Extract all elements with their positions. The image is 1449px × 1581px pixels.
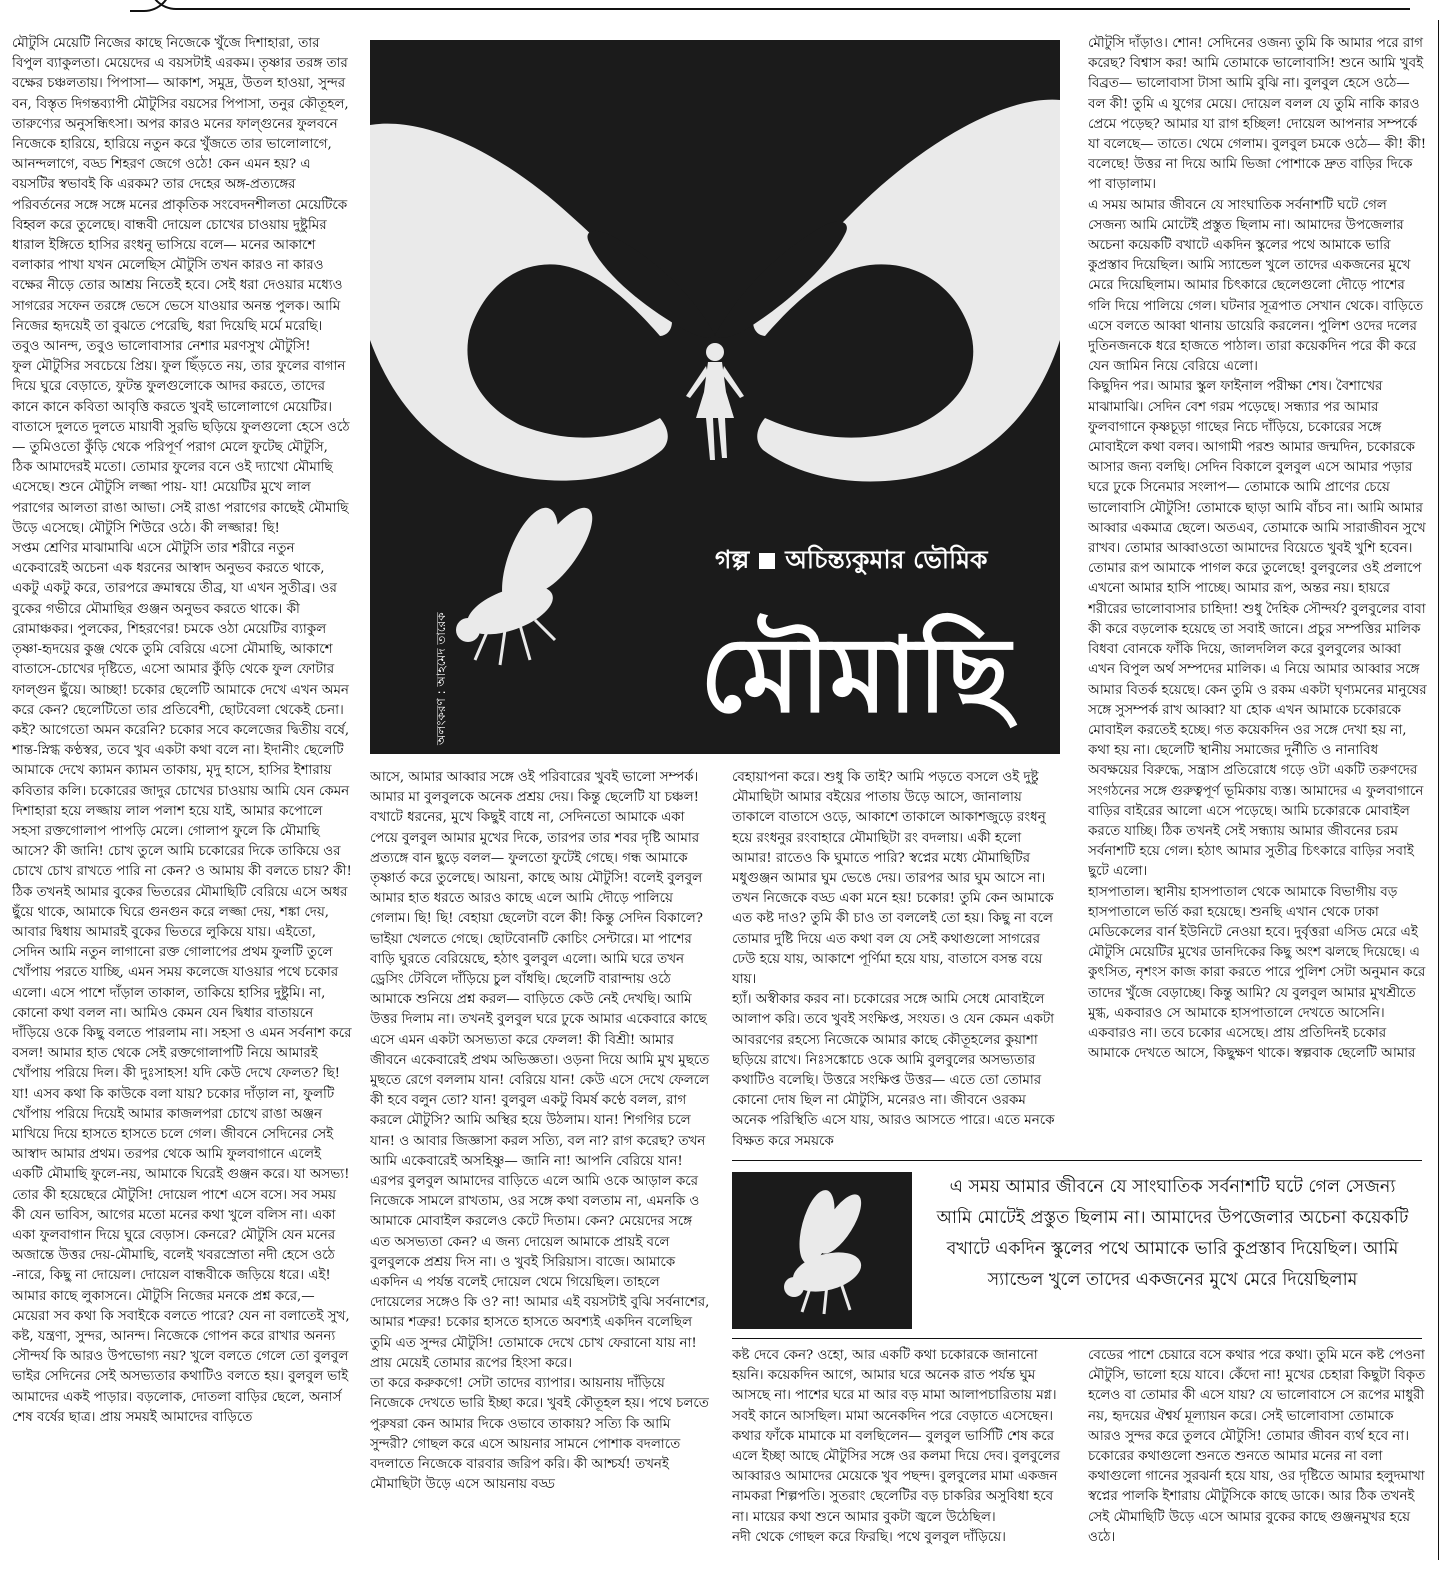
- illustration-credit: অলংকরণ : আহমেদ তারেক: [434, 612, 448, 745]
- pull-quote-bee-image: [732, 1172, 912, 1329]
- column-4-paragraph: কিছুদিন পর। আমার স্কুল ফাইনাল পরীক্ষা শেষ। বৈশাখের মাঝামাঝি। সেদিন বেশ গরম পড়েছে। সন্ধ্যার পর আমার ফুলবাগানে কৃষ্ণচূড়া গাছের নিচে দাঁড়িয়ে, চকোরের সঙ্গে মোবাইলে কথা বলব। আগামী পরশু আমার জন্মদিন, চকোরকে আসার জন্য বলছি। সেদিন বিকালে বুলবুল এসে আমার পড়ার ঘরে ঢুকে সিনেমার সংলাপ— তোমাকে আমি প্রাণের চেয়ে ভালোবাসি মৌটুসি! তোমাকে ছাড়া আমি বাঁচব না। আমি আমার আব্বার একমাত্র ছেলে। অতএব, তোমাকে আমি সারাজীবন সুখে রাখব। তোমার আব্বাওতো আমাদের বিয়েতে খুবই খুশি হবেন। তোমার রূপ আমাকে পাগল করে তুলেছে! বুলবুলের ওই প্রলাপে এখনো আমার হাসি পাচ্ছে। আমার রূপ, অন্তর নয়। হায়রে শরীরের ভালোবাসার চাহিদা! শুধু দৈহিক সৌন্দর্য? বুলবুলের বাবা কী করে বড়লোক হয়েছে তা সবাই জানে। প্রচুর সম্পত্তির মালিক বিধবা বোনকে ফাঁকি দিয়ে, জালদলিল করে বুলবুলের আব্বা এখন বিপুল অর্থ সম্পদের মালিক। এ নিয়ে আমার আব্বার সঙ্গে আমার বিতর্ক হয়েছে। কেন তুমি ও রকম একটা ঘৃণ্যমনের মানুষের সঙ্গে সুসম্পর্ক রাখ আব্বা? যা হোক এখন আমাকে চকোরকে মোবাইল করতেই হচ্ছে। গত কয়েকদিন ওর সঙ্গে দেখা হয় না, কথা হয় না। ছেলেটি স্থানীয় সমাজের দুর্নীতি ও নানাবিধ অবক্ষয়ের বিরুদ্ধে, সন্ত্রাস প্রতিরোধে গড়ে ওটা একটি তরুণদের সংগঠনের সঙ্গে গুরুত্বপূর্ণ ভূমিকায় ব্যস্ত। আমাদের এ ফুলবাগানে বাড়ির বাইরের আলো এসে পড়েছে। আমি চকোরকে মোবাইল করতে যাচ্ছি। ঠিক তখনই সেই সন্ধ্যায় আমার জীবনের চরম সর্বনাশটি হয়ে গেল। হঠাৎ আমার সুতীব্র চিৎকারে বাড়ির সবাই ছুটে এলো।: [1088, 379, 1427, 880]
- column-4-paragraph: এ সময় আমার জীবনে যে সাংঘাতিক সর্বনাশটি ঘটে গেল সেজন্য আমি মোটেই প্রস্তুত ছিলাম না। আমাদের উপজেলার অচেনা কয়েকটি বখাটে একদিন স্কুলের পথে আমাকে ভারি কুপ্রস্তাব দিয়েছিল। আমি স্যান্ডেল খুলে তাদের একজনের মুখে মেরে দিয়েছিলাম। আমার চিৎকারে ছেলেগুলো দৌড়ে পাশের গলি দিয়ে পালিয়ে গেল। ঘটনার সূত্রপাত সেখান থেকে। বাড়িতে এসে বলতে আব্বা থানায় ডায়েরি করলেন। পুলিশ ওদের দলের দুতিনজনকে ধরে হাজতে পাঠাল। তারা কয়েকদিন পরে কী করে যেন জামিন নিয়ে বেরিয়ে এলো।: [1088, 197, 1424, 375]
- right-edge-rule: [1438, 20, 1439, 1560]
- column-3-paragraph: কষ্ট দেবে কেন? ওহো, আর একটি কথা চকোরকে জানানো হয়নি। কয়েকদিন আগে, আমার ঘরে অনেক রাত পর্যন্ত ঘুম আসছে না। পাশের ঘরে মা আর বড় মামা আলাপচারিতায় মগ্ন। সবই কানে আসছিল। মামা অনেকদিন পরে বেড়াতে এসেছেন। কথার ফাঁকে মামাকে মা বলছিলেন— বুলবুল ভার্সিটি শেষ করে এলে ইচ্ছা আছে মৌটুসির সঙ্গে ওর কলমা দিয়ে দেব। বুলবুলের আব্বারও আমাদের মেয়েকে খুব পছন্দ। বুলবুলের মামা একজন নামকরা শিল্পপতি। সুতরাং ছেলেটির বড় চাকরির অসুবিধা হবে না। মায়ের কথা শুনে আমার বুকটা জ্বলে উঠেছিল।: [732, 1348, 1060, 1525]
- story-byline: [715, 540, 988, 583]
- column-3-paragraph: হ্যাঁ। অস্বীকার করব না। চকোরের সঙ্গে আমি সেধে মোবাইলে আলাপ করি। তবে খুবই সংক্ষিপ্ত, সংযত। ও যেন কেমন একটা আবরণের রহস্যে নিজেকে আমার কাছে কৌতূহলের কুয়াশা ছড়িয়ে রাখে। নিঃসঙ্কোচে ওকে আমি বুলবুলের অসভ্যতার কথাটিও বলেছি। উত্তরে সংক্ষিপ্ত উত্তর— এতে তো তোমার কোনো দোষ ছিল না মৌটুসি, মনেরও না। জীবনে ওরকম অনেক পরিস্থিতি এসে যায়, আরও আসতে পারে। এতে মনকে বিক্ষত করে সময়কে: [732, 992, 1055, 1148]
- column-1-paragraph: মৌটুসি মেয়েটি নিজের কাছে নিজেকে খুঁজে দিশাহারা, তার বিপুল ব্যাকুলতা। মেয়েদের এ বয়সটাই এরকম। তৃষ্ণার তরঙ্গ তার বক্ষের চঞ্চলতায়। পিপাসা— আকাশ, সমুদ্র, উতল হাওয়া, সুন্দর বন, বিস্তৃত দিগন্তব্যাপী মৌটুসির বয়সের পিপাসা, তনুর কৌতূহল, তারুণ্যের অনুসন্ধিৎসা। অপর কারও মনের ফাল্গুনের ফুলবনে নিজেকে হারিয়ে, হারিয়ে নতুন করে খুঁজতে তার ভালোলাগে, আনন্দলাগে, বড্ড শিহরণ জেগে ওঠে! কেন এমন হয়? এ বয়সটির স্বভাবই কি এরকম? তার দেহের অঙ্গ-প্রত্যঙ্গের পরিবর্তনের সঙ্গে সঙ্গে মনের প্রাকৃতিক সংবেদনশীলতা মেয়েটিকে বিহ্বল করে তুলেছে। বান্ধবী দোয়েল চোখের চাওয়ায় দুষ্টুমির ধারাল ইঙ্গিতে হাসির রংধনু ভাসিয়ে বলে— মনের আকাশে বলাকার পাখা যখন মেলেছিস মৌটুসি তখন কারও না কারও বক্ষের নীড়ে তোর আশ্রয় নিতেই হবে। সেই ধরা দেওয়ার মধ্যেও সাগরের সফেন তরঙ্গে ভেসে ভেসে যাওয়ার অনন্ত পুলক। আমি নিজের হৃদয়েই তা বুঝতে পেরেছি, ধরা দিয়েছি মর্মে মরেছি। তবুও আনন্দ, তবুও ভালোবাসার নেশার মরণসুখ মৌটুসি!: [12, 36, 349, 355]
- page-top-curve-right: [148, 0, 1410, 10]
- column-2-paragraph: আসে, আমার আব্বার সঙ্গে ওই পরিবারের খুবই ভালো সম্পর্ক। আমার মা বুলবুলকে অনেক প্রশ্রয় দেয়। কিন্তু ছেলেটি যা চঞ্চল! বখাটে ধরনের, মুখে কিছুই বাধে না, সেদিনতো আমাকে একা পেয়ে বুলবুল আমার মুখের দিকে, তারপর তার শবর দৃষ্টি আমার প্রত্যঙ্গে বান ছুড়ে বলল— ফুলতো ফুটেই গেছে। গন্ধ আমাকে তৃষ্ণার্ত করে তুলেছে। আয়না, কাছে আয় মৌটুসি! বলেই বুলবুল আমার হাত ধরতে আরও কাছে এলে আমি দৌড়ে পালিয়ে গেলাম। ছি! ছি! বেহায়া ছেলেটা বলে কী! কিন্তু সেদিন বিকালে? ভাইয়া খেলতে গেছে। ছোটবোনটি কোচিং সেন্টারে। মা পাশের বাড়ি ঘুরতে বেরিয়েছে, হঠাৎ বুলবুল এলো। আমি ঘরে তখন ড্রেসিং টেবিলে দাঁড়িয়ে চুল বাঁধছি। ছেলেটি বারান্দায় ওঠে আমাকে শুনিয়ে প্রশ্ন করল— বাড়িতে কেউ নেই দেখছি। আমি উত্তর দিলাম না। তখনই বুলবুল ঘরে ঢুকে আমার একেবারে কাছে এসে এমন একটা অসভ্যতা করে ফেলল! কী বিশ্রী! আমার জীবনে একেবারেই প্রথম অভিজ্ঞতা। ওড়না দিয়ে আমি মুখ মুছতে মুছতে রেগে বললাম যান! বেরিয়ে যান! কেউ এসে দেখে ফেললে কী হবে বলুন তো? যান! বুলবুল একটু বিমর্ষ কণ্ঠে বলল, রাগ করলে মৌটুসি? আমি অস্থির হয়ে উঠলাম। যান! শিগগির চলে যান! ও আবার জিজ্ঞাসা করল সত্যি, বল না? রাগ করেছ? তখন আমি একেবারেই অসহিষ্ণু— জানি না! আপনি বেরিয়ে যান!: [370, 770, 710, 1169]
- story-title: মৌমাছি: [700, 614, 1011, 736]
- pull-quote-bottom-divider: [732, 1338, 1422, 1339]
- story-author: অচিন্ত্যকুমার ভৌমিক: [785, 545, 988, 574]
- story-illustration: [370, 40, 1060, 754]
- page-top-border: [0, 0, 1449, 14]
- article-column-1: [12, 34, 352, 1579]
- bee-icon: [732, 1172, 912, 1329]
- article-column-3-bottom: [732, 1346, 1062, 1579]
- column-4-paragraph: বেডের পাশে চেয়ারে বসে কথার পরে কথা। তুমি মনে কষ্ট পেওনা মৌটুসি, ভালো হয়ে যাবে। কেঁদো না! মুখের চেহারা কিছুটা বিকৃত হলেও বা তোমার কী এসে যায়? যে ভালোবাসে সে রূপের মাধুরী নয়, হৃদয়ের ঐশ্বর্য মূল্যায়ন করে। সেই ভালোবাসা তোমাকে আরও সুন্দর করে তুলবে মৌটুসি! তোমার জীবন ব্যর্থ হবে না। চকোরের কথাগুলো শুনতে শুনতে আমার মনের না বলা কথাগুলো গানের সুরঝর্না হয়ে যায়, ওর দৃষ্টিতে আমার হলুদমাখা স্বপ্নের পালকি ইশারায় মৌটুসিকে কাছে ডাকে। আর ঠিক তখনই সেই মৌমাছিটি উড়ে এসে আমার বুকের কাছে গুঞ্জনমুখর হয়ে ওঠে।: [1088, 1348, 1426, 1545]
- column-3-paragraph: বেহায়াপনা করে। শুধু কি তাই? আমি পড়তে বসলে ওই দুষ্টু মৌমাছিটা আমার বইয়ের পাতায় উড়ে আসে, জানালায় তাকালে বাতাসে ওড়ে, আকাশে তাকালে আকাশজুড়ে রংধনু হয়ে রংধনুর রংবাহারে মৌমাছিটা রং বদলায়। একী হলো আমার! রাতেও কি ঘুমাতে পারি? স্বপ্নের মধ্যে মৌমাছিটির মধুগুঞ্জন আমার ঘুম ভেঙে দেয়। তারপর আর ঘুম আসে না। তখন নিজেকে বড্ড একা মনে হয়! চকোর! তুমি কেন আমাকে এত কষ্ট দাও? তুমি কী চাও তা বললেই তো হয়। কিছু না বলে তোমার দুষ্টি দিয়ে এত কথা বল যে সেই কথাগুলো সাগরের ঢেউ হয়ে যায়, আকাশে পূর্ণিমা হয়ে যায়, বাতাসে বসন্ত বয়ে যায়।: [732, 770, 1054, 988]
- left-hand-shape: [370, 124, 672, 481]
- girl-silhouette: [686, 343, 744, 460]
- bee-illustration: [456, 499, 603, 665]
- pull-quote: এ সময় আমার জীবনে যে সাংঘাতিক সর্বনাশটি ঘটে গেল সেজন্য আমি মোটেই প্রস্তুত ছিলাম না। আমাদের উপজেলার অচেনা কয়েকটি বখাটে একদিন স্কুলের পথে আমাকে ভারি কুপ্রস্তাব দিয়েছিল। আমি স্যান্ডেল খুলে তাদের একজনের মুখে মেরে দিয়েছিলাম: [936, 1177, 1409, 1290]
- article-column-4-bottom: [1088, 1346, 1428, 1579]
- column-1-paragraph: সপ্তম শ্রেণির মাঝামাঝি এসে মৌটুসি তার শরীরে নতুন একেবারেই অচেনা এক ধরনের আস্বাদ অনুভব করতে থাকে, একটু একটু করে, তারপরে ক্রমান্বয়ে তীব্র, যা এখন সুতীব্র। ওর বুকের গভীরে মৌমাছির গুঞ্জন অনুভব করতে থাকে। কী রোমাঞ্চকর। পুলকের, শিহরণের! চমকে ওঠা মেয়েটির ব্যাকুল তৃষ্ণা-হৃদয়ের কুঞ্জ থেকে তুমি বেরিয়ে এসো মৌমাছি, আকাশে বাতাসে-চোখের দৃষ্টিতে, এসো আমার কুঁড়ি থেকে ফুল ফোটার ফাল্গুন ছুঁয়ে। আচ্ছা! চকোর ছেলেটি আমাকে দেখে এখন অমন করে কেন? ছেলেটিতো তার প্রতিবেশী, ছোটবেলা থেকেই চেনা। কই? আগেতো অমন করেনি? চকোর সবে কলেজের দ্বিতীয় বর্ষে, শান্ত-স্নিগ্ধ কণ্ঠস্বর, তবে খুব একটা কথা বলে না। ইদানীং ছেলেটি আমাকে দেখে ক্যামন ক্যামন তাকায়, মৃদু হাসে, হাসির ইশারায় কবিতার কলি। চকোরের জাদুর চোখের চাওয়ায় আমি যেন কেমন দিশাহারা হয়ে লজ্জায় লাল পলাশ হয়ে যাই, আমার কপোলে সহসা রক্তগোলাপ পাপড়ি মেলে। গোলাপ ফুলে কি মৌমাছি আসে? কী জানি! চোখ তুলে আমি চকোরের দিকে তাকিয়ে ওর চোখে চোখ রাখতে পারি না কেন? ও আমায় কী বলতে চায়? কী! ঠিক তখনই আমার বুকের ভিতরের মৌমাছিটি বেরিয়ে এসে অধর ছুঁয়ে থাকে, আমাকে ঘিরে গুনগুন করে লজ্জা দেয়, শঙ্কা দেয়, আবার দ্বিধায় আমারই বুকের ভিতরে লুকিয়ে যায়। এইতো, সেদিন আমি নতুন লাগানো রক্ত গোলাপের প্রথম ফুলটি তুলে খোঁপায় পরতে যাচ্ছি, এমন সময় কলেজে যাওয়ার পথে চকোর এলো। এসে পাশে দাঁড়াল তাকাল, তাকিয়ে হাসির দুষ্টুমি। না, কোনো কথা বলল না। আমিও কেমন যেন দ্বিধার বাতায়নে দাঁড়িয়ে ওকে কিছু বলতে পারলাম না। সহসা ও এমন সর্বনাশ করে বসল! আমার হাত থেকে সেই রক্তগোলাপটি নিয়ে আমারই খোঁপায় পরিয়ে দিল। কী দুঃসাহস! যদি কেউ দেখে ফেলত? ছি! যা! এসব কথা কি কাউকে বলা যায়? চকোর দাঁড়াল না, ফুলটি খোঁপায় পরিয়ে দিয়েই আমার কাজলপরা চোখে রাঙা অঞ্জন মাখিয়ে দিয়ে হাসতে হাসতে চলে গেল। জীবনে সেদিনের সেই আস্বাদ আমার প্রথম। তরপর থেকে আমি ফুলবাগানে এলেই একটি মৌমাছি ফুলে-নয়, আমাকে ঘিরেই গুঞ্জন করে। যা অসভ্য! তোর কী হয়েছেরে মৌটুসি! দোয়েল পাশে এসে বসে। সব সময় কী যেন ভাবিস, আগের মতো মনের কথা খুলে বলিস না। একা একা ফুলবাগান দিয়ে ঘুরে বেড়াস। কেনরে? মৌটুসি যেন মনের অজান্তে উত্তর দেয়-মৌমাছি, বলেই খবরস্রোতা নদী হেসে ওঠে -নারে, কিছু না দোয়েল। দোয়েল বান্ধবীকে জড়িয়ে ধরে। এই! আমার কাছে লুকাসনে। মৌটুসি নিজের মনকে প্রশ্ন করে,— মেয়েরা সব কথা কি সবাইকে বলতে পারে? যেন না বলাতেই সুখ, কষ্ট, যন্ত্রণা, সুন্দর, আনন্দ। নিজেকে গোপন করে রাখার অনন্য সৌন্দর্য কি আরও উপভোগ্য নয়? খুলে বলতে গেলে তো বুলবুল ভাইর সেদিনের সেই অসভ্যতার কথাটিও বলতে হয়। বুলবুল ভাই আমাদের একই পাড়ার। বড়লোক, দোতলা বাড়ির ছেলে, অনার্স শেষ বর্ষের ছাত্র। প্রায় সময়ই আমাদের বাড়িতে: [12, 541, 352, 1425]
- column-4-paragraph: মৌটুসি দাঁড়াও। শোন! সেদিনের ওজন্য তুমি কি আমার পরে রাগ করেছ? বিশ্বাস কর! আমি তোমাকে ভালোবাসি! শুনে আমি খুবই বিব্রত— ভালোবাসা টাসা আমি বুঝি না। বুলবুল হেসে ওঠে— বল কী! তুমি এ যুগের মেয়ে। দোয়েল বলল যে তুমি নাকি কারও প্রেমে পড়েছ? আমার যা রাগ হচ্ছিল! দোয়েল আপনার সম্পর্কে যা বলেছে— তাতে। থেমে গেলাম। বুলবুল চমকে ওঠে— কী! কী! বলেছে! উত্তর না দিয়ে আমি ভিজা পোশাকে দ্রুত বাড়ির দিকে পা বাড়ালাম।: [1088, 36, 1427, 193]
- column-1-paragraph: ফুল মৌটুসির সবচেয়ে প্রিয়। ফুল ছিঁড়তে নয়, তার ফুলের বাগান দিয়ে ঘুরে বেড়াতে, ফুটন্ত ফুলগুলোকে আদর করতে, তাদের কানে কানে কবিতা আবৃত্তি করতে খুবই ভালোলাগে মেয়েটির। বাতাসে দুলতে দুলতে মায়াবী সুরভি ছড়িয়ে ফুলগুলো হেসে ওঠে— তুমিওতো কুঁড়ি থেকে পরিপূর্ণ পরাগ মেলে ফুটেছ মৌটুসি, ঠিক আমাদেরই মতো। তোমার ফুলের বনে ওই দ্যাখো মৌমাছি এসেছে। শুনে মৌটুসি লজ্জা পায়- যা! মেয়েটির মুখে লাল পরাগের আলতা রাঙা আভা। সেই রাঙা পরাগের কাছেই মৌমাছি উড়ে এসেছে। মৌটুসি শিউরে ওঠে। কী লজ্জার! ছি!: [12, 359, 350, 536]
- story-genre: গল্প: [715, 545, 750, 574]
- square-bullet-icon: [759, 553, 775, 569]
- column-4-paragraph: হাসপাতাল। স্থানীয় হাসপাতাল থেকে আমাকে বিভাগীয় বড় হাসপাতালে ভর্তি করা হয়েছে। শুনছি এখান থেকে ঢাকা মেডিকেলের বার্ন ইউনিটে নেওয়া হবে। দুর্বৃত্তরা এসিড মেরে এই মৌটুসি মেয়েটির মুখের ডানদিকের কিছু অংশ ঝলছে দিয়েছে। এ কুৎসিত, নৃশংস কাজ কারা করতে পারে পুলিশ সেটা অনুমান করে তাদের খুঁজে বেড়াচ্ছে। কিন্তু আমি? যে বুলবুল আমার মুখশ্রীতে মুগ্ধ, একবারও সে আমাকে হাসপাতালে দেখতে আসেনি। একবারও না। তবে চকোর এসেছে। প্রায় প্রতিদিনই চকোর আমাকে দেখতে আসে, কিছুক্ষণ থাকে। স্বল্পবাক ছেলেটি আমার: [1088, 884, 1426, 1062]
- column-2-paragraph: এরপর বুলবুল আমাদের বাড়িতে এলে আমি ওকে আড়াল করে নিজেকে সামলে রাখতাম, ওর সঙ্গে কথা বলতাম না, এমনকি ও আমাকে মোবাইল করলেও কেটে দিতাম। কেন? মেয়েদের সঙ্গে এত অসভ্যতা কেন? এ জন্য দোয়েল আমাকে প্রায়ই বলে বুলবুলকে প্রশ্রয় দিস না। ও খুবই সিরিয়াস। বাজে। আমাকে একদিন এ পর্যন্ত বলেই দোয়েল থেমে গিয়েছিল। তাহলে দোয়েলের সঙ্গেও কি ও? না! আমার এই বয়সটাই বুঝি সর্বনাশের, আমার শত্রুর! চকোর হাসতে হাসতে অবশ্যই একদিন বলেছিল তুমি এত সুন্দর মৌটুসি! তোমাকে দেখে চোখ ফেরানো যায় না! প্রায় মেয়েই তোমার রূপের হিংসা করে।: [370, 1174, 710, 1371]
- column-3-paragraph: নদী থেকে গোছল করে ফিরছি। পথে বুলবুল দাঁড়িয়ে।: [732, 1529, 1006, 1545]
- article-column-3-top: [732, 768, 1062, 1148]
- right-hand-shape: [753, 100, 1060, 482]
- column-2-paragraph: তা করে করুকগে! সেটা তাদের ব্যাপার। আয়নায় দাঁড়িয়ে নিজেকে দেখতে ভারি ইচ্ছা করে। খুবই কৌতূহল হয়। পথে চলতে পুরুষরা কেন আমার দিকে ওভাবে তাকায়? সত্যি কি আমি সুন্দরী? গোছল করে এসে আয়নার সামনে পোশাক বদলাতে বদলাতে নিজেকে বারবার জরিপ করি। কী আশ্চর্য! তখনই মৌমাছিটা উড়ে এসে আয়নায় বড্ড: [370, 1376, 709, 1493]
- pull-quote-top-divider: [732, 1160, 1422, 1161]
- article-column-2: [370, 768, 710, 1579]
- article-column-4-top: [1088, 34, 1428, 1148]
